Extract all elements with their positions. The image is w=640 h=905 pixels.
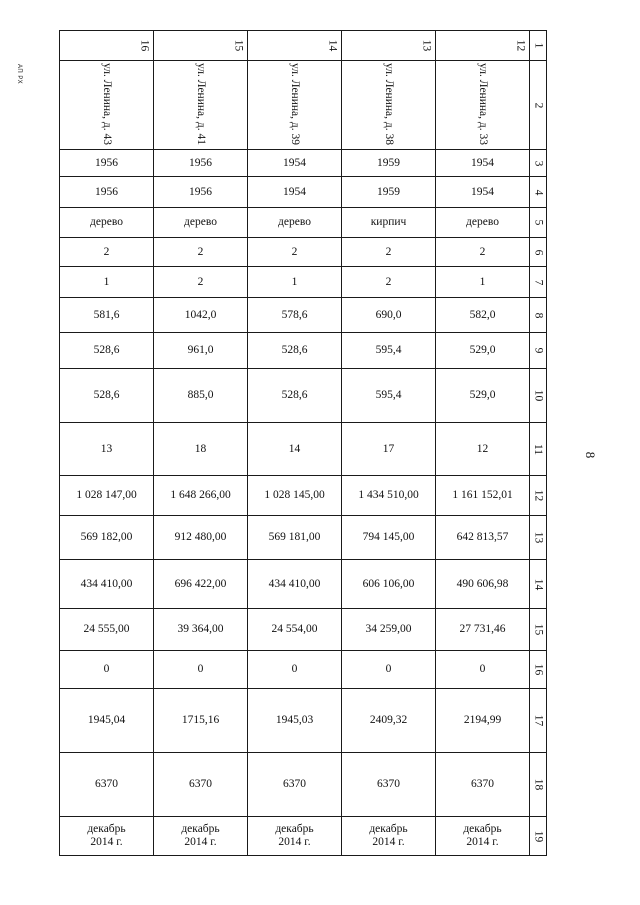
table-cell: 1954 bbox=[436, 150, 530, 177]
table-cell: 6370 bbox=[436, 753, 530, 817]
table-cell: 2 bbox=[60, 238, 154, 267]
table-cell: 1954 bbox=[248, 150, 342, 177]
table-cell: дерево bbox=[248, 208, 342, 238]
table-row bbox=[60, 609, 547, 651]
table-cell: 0 bbox=[154, 651, 248, 689]
row-number: 1 bbox=[530, 31, 547, 61]
table-cell: 1945,03 bbox=[248, 689, 342, 753]
table-cell: 1042,0 bbox=[154, 298, 248, 333]
address-cell: ул. Ленина, д. 33 bbox=[436, 61, 530, 150]
table-row bbox=[60, 560, 547, 609]
table-cell: 794 145,00 bbox=[342, 516, 436, 560]
table-cell: 2 bbox=[342, 238, 436, 267]
table-row bbox=[60, 208, 547, 238]
table-cell: 1945,04 bbox=[60, 689, 154, 753]
table-cell: 595,4 bbox=[342, 333, 436, 369]
address-cell: ул. Ленина, д. 43 bbox=[60, 61, 154, 150]
row-number: 13 bbox=[530, 516, 547, 560]
table-cell: 6370 bbox=[342, 753, 436, 817]
table-cell: 0 bbox=[342, 651, 436, 689]
row-number: 16 bbox=[530, 651, 547, 689]
table-cell: кирпич bbox=[342, 208, 436, 238]
table-row bbox=[60, 267, 547, 298]
table-cell: 885,0 bbox=[154, 369, 248, 423]
column-number: 14 bbox=[248, 31, 342, 61]
table-cell: 0 bbox=[436, 651, 530, 689]
table-row bbox=[60, 61, 547, 150]
table-cell: 528,6 bbox=[60, 333, 154, 369]
column-number: 12 bbox=[436, 31, 530, 61]
table-cell: 1956 bbox=[154, 150, 248, 177]
table-cell: 6370 bbox=[248, 753, 342, 817]
table-cell: 2409,32 bbox=[342, 689, 436, 753]
housing-data-table bbox=[59, 30, 547, 856]
row-number: 3 bbox=[530, 150, 547, 177]
table-cell: 1 434 510,00 bbox=[342, 476, 436, 516]
table-cell: 2 bbox=[248, 238, 342, 267]
row-number: 14 bbox=[530, 560, 547, 609]
table-cell: 24 555,00 bbox=[60, 609, 154, 651]
table-row bbox=[60, 753, 547, 817]
row-number: 11 bbox=[530, 423, 547, 476]
table-cell: 2 bbox=[154, 238, 248, 267]
row-number: 2 bbox=[530, 61, 547, 150]
table-cell: 0 bbox=[248, 651, 342, 689]
table-cell: 1 bbox=[60, 267, 154, 298]
table-cell: 606 106,00 bbox=[342, 560, 436, 609]
table-cell: 434 410,00 bbox=[248, 560, 342, 609]
table-cell: 1956 bbox=[60, 150, 154, 177]
row-number: 19 bbox=[530, 817, 547, 856]
table-cell: дерево bbox=[154, 208, 248, 238]
table-cell: 2194,99 bbox=[436, 689, 530, 753]
table-cell: 1954 bbox=[248, 177, 342, 208]
table-row bbox=[60, 238, 547, 267]
column-number: 13 bbox=[342, 31, 436, 61]
column-number: 15 bbox=[154, 31, 248, 61]
table-row bbox=[60, 333, 547, 369]
row-number: 8 bbox=[530, 298, 547, 333]
table-cell: 1 028 145,00 bbox=[248, 476, 342, 516]
table-cell: 490 606,98 bbox=[436, 560, 530, 609]
table-cell: 690,0 bbox=[342, 298, 436, 333]
row-number: 4 bbox=[530, 177, 547, 208]
table-cell: 1715,16 bbox=[154, 689, 248, 753]
table-cell: 34 259,00 bbox=[342, 609, 436, 651]
table-cell: 912 480,00 bbox=[154, 516, 248, 560]
table-row bbox=[60, 31, 547, 61]
table-cell: 24 554,00 bbox=[248, 609, 342, 651]
table-cell: 1959 bbox=[342, 150, 436, 177]
table-cell: 569 181,00 bbox=[248, 516, 342, 560]
table-cell: 696 422,00 bbox=[154, 560, 248, 609]
deadline-cell: декабрь 2014 г. bbox=[436, 817, 530, 856]
table-row bbox=[60, 150, 547, 177]
table-cell: 2 bbox=[154, 267, 248, 298]
table-row bbox=[60, 817, 547, 856]
row-number: 9 bbox=[530, 333, 547, 369]
table-cell: 582,0 bbox=[436, 298, 530, 333]
table-cell: дерево bbox=[436, 208, 530, 238]
table-cell: 27 731,46 bbox=[436, 609, 530, 651]
table-row bbox=[60, 476, 547, 516]
deadline-cell: декабрь 2014 г. bbox=[154, 817, 248, 856]
deadline-cell: декабрь 2014 г. bbox=[60, 817, 154, 856]
table-cell: 2 bbox=[436, 238, 530, 267]
table-cell: 2 bbox=[342, 267, 436, 298]
table-row bbox=[60, 369, 547, 423]
address-cell: ул. Ленина, д. 38 bbox=[342, 61, 436, 150]
address-cell: ул. Ленина, д. 41 bbox=[154, 61, 248, 150]
table-row bbox=[60, 423, 547, 476]
row-number: 15 bbox=[530, 609, 547, 651]
table-cell: 961,0 bbox=[154, 333, 248, 369]
table-cell: 569 182,00 bbox=[60, 516, 154, 560]
deadline-cell: декабрь 2014 г. bbox=[342, 817, 436, 856]
row-number: 5 bbox=[530, 208, 547, 238]
table-cell: 528,6 bbox=[248, 369, 342, 423]
column-number: 16 bbox=[60, 31, 154, 61]
table-row bbox=[60, 298, 547, 333]
table-cell: 528,6 bbox=[60, 369, 154, 423]
table-cell: 6370 bbox=[60, 753, 154, 817]
table-cell: 529,0 bbox=[436, 369, 530, 423]
table-cell: 528,6 bbox=[248, 333, 342, 369]
row-number: 7 bbox=[530, 267, 547, 298]
table-cell: 1959 bbox=[342, 177, 436, 208]
table-cell: 595,4 bbox=[342, 369, 436, 423]
table-cell: 18 bbox=[154, 423, 248, 476]
table-cell: 581,6 bbox=[60, 298, 154, 333]
table-cell: 434 410,00 bbox=[60, 560, 154, 609]
table-cell: 529,0 bbox=[436, 333, 530, 369]
table-cell: дерево bbox=[60, 208, 154, 238]
row-number: 18 bbox=[530, 753, 547, 817]
row-number: 17 bbox=[530, 689, 547, 753]
table-cell: 17 bbox=[342, 423, 436, 476]
table-cell: 1954 bbox=[436, 177, 530, 208]
table-cell: 39 364,00 bbox=[154, 609, 248, 651]
deadline-cell: декабрь 2014 г. bbox=[248, 817, 342, 856]
table-cell: 12 bbox=[436, 423, 530, 476]
table-cell: 1 648 266,00 bbox=[154, 476, 248, 516]
row-number: 6 bbox=[530, 238, 547, 267]
table-cell: 642 813,57 bbox=[436, 516, 530, 560]
table-cell: 1956 bbox=[154, 177, 248, 208]
table-cell: 14 bbox=[248, 423, 342, 476]
table-row bbox=[60, 651, 547, 689]
table-cell: 1 161 152,01 bbox=[436, 476, 530, 516]
table-cell: 1 bbox=[248, 267, 342, 298]
table-row bbox=[60, 177, 547, 208]
row-number: 10 bbox=[530, 369, 547, 423]
table-cell: 578,6 bbox=[248, 298, 342, 333]
table-cell: 1 bbox=[436, 267, 530, 298]
page-number: 8 bbox=[583, 451, 598, 459]
table-cell: 1956 bbox=[60, 177, 154, 208]
address-cell: ул. Ленина, д. 39 bbox=[248, 61, 342, 150]
table-cell: 1 028 147,00 bbox=[60, 476, 154, 516]
table-row bbox=[60, 516, 547, 560]
row-number: 12 bbox=[530, 476, 547, 516]
table-cell: 6370 bbox=[154, 753, 248, 817]
table-row bbox=[60, 689, 547, 753]
table-cell: 13 bbox=[60, 423, 154, 476]
table-cell: 0 bbox=[60, 651, 154, 689]
